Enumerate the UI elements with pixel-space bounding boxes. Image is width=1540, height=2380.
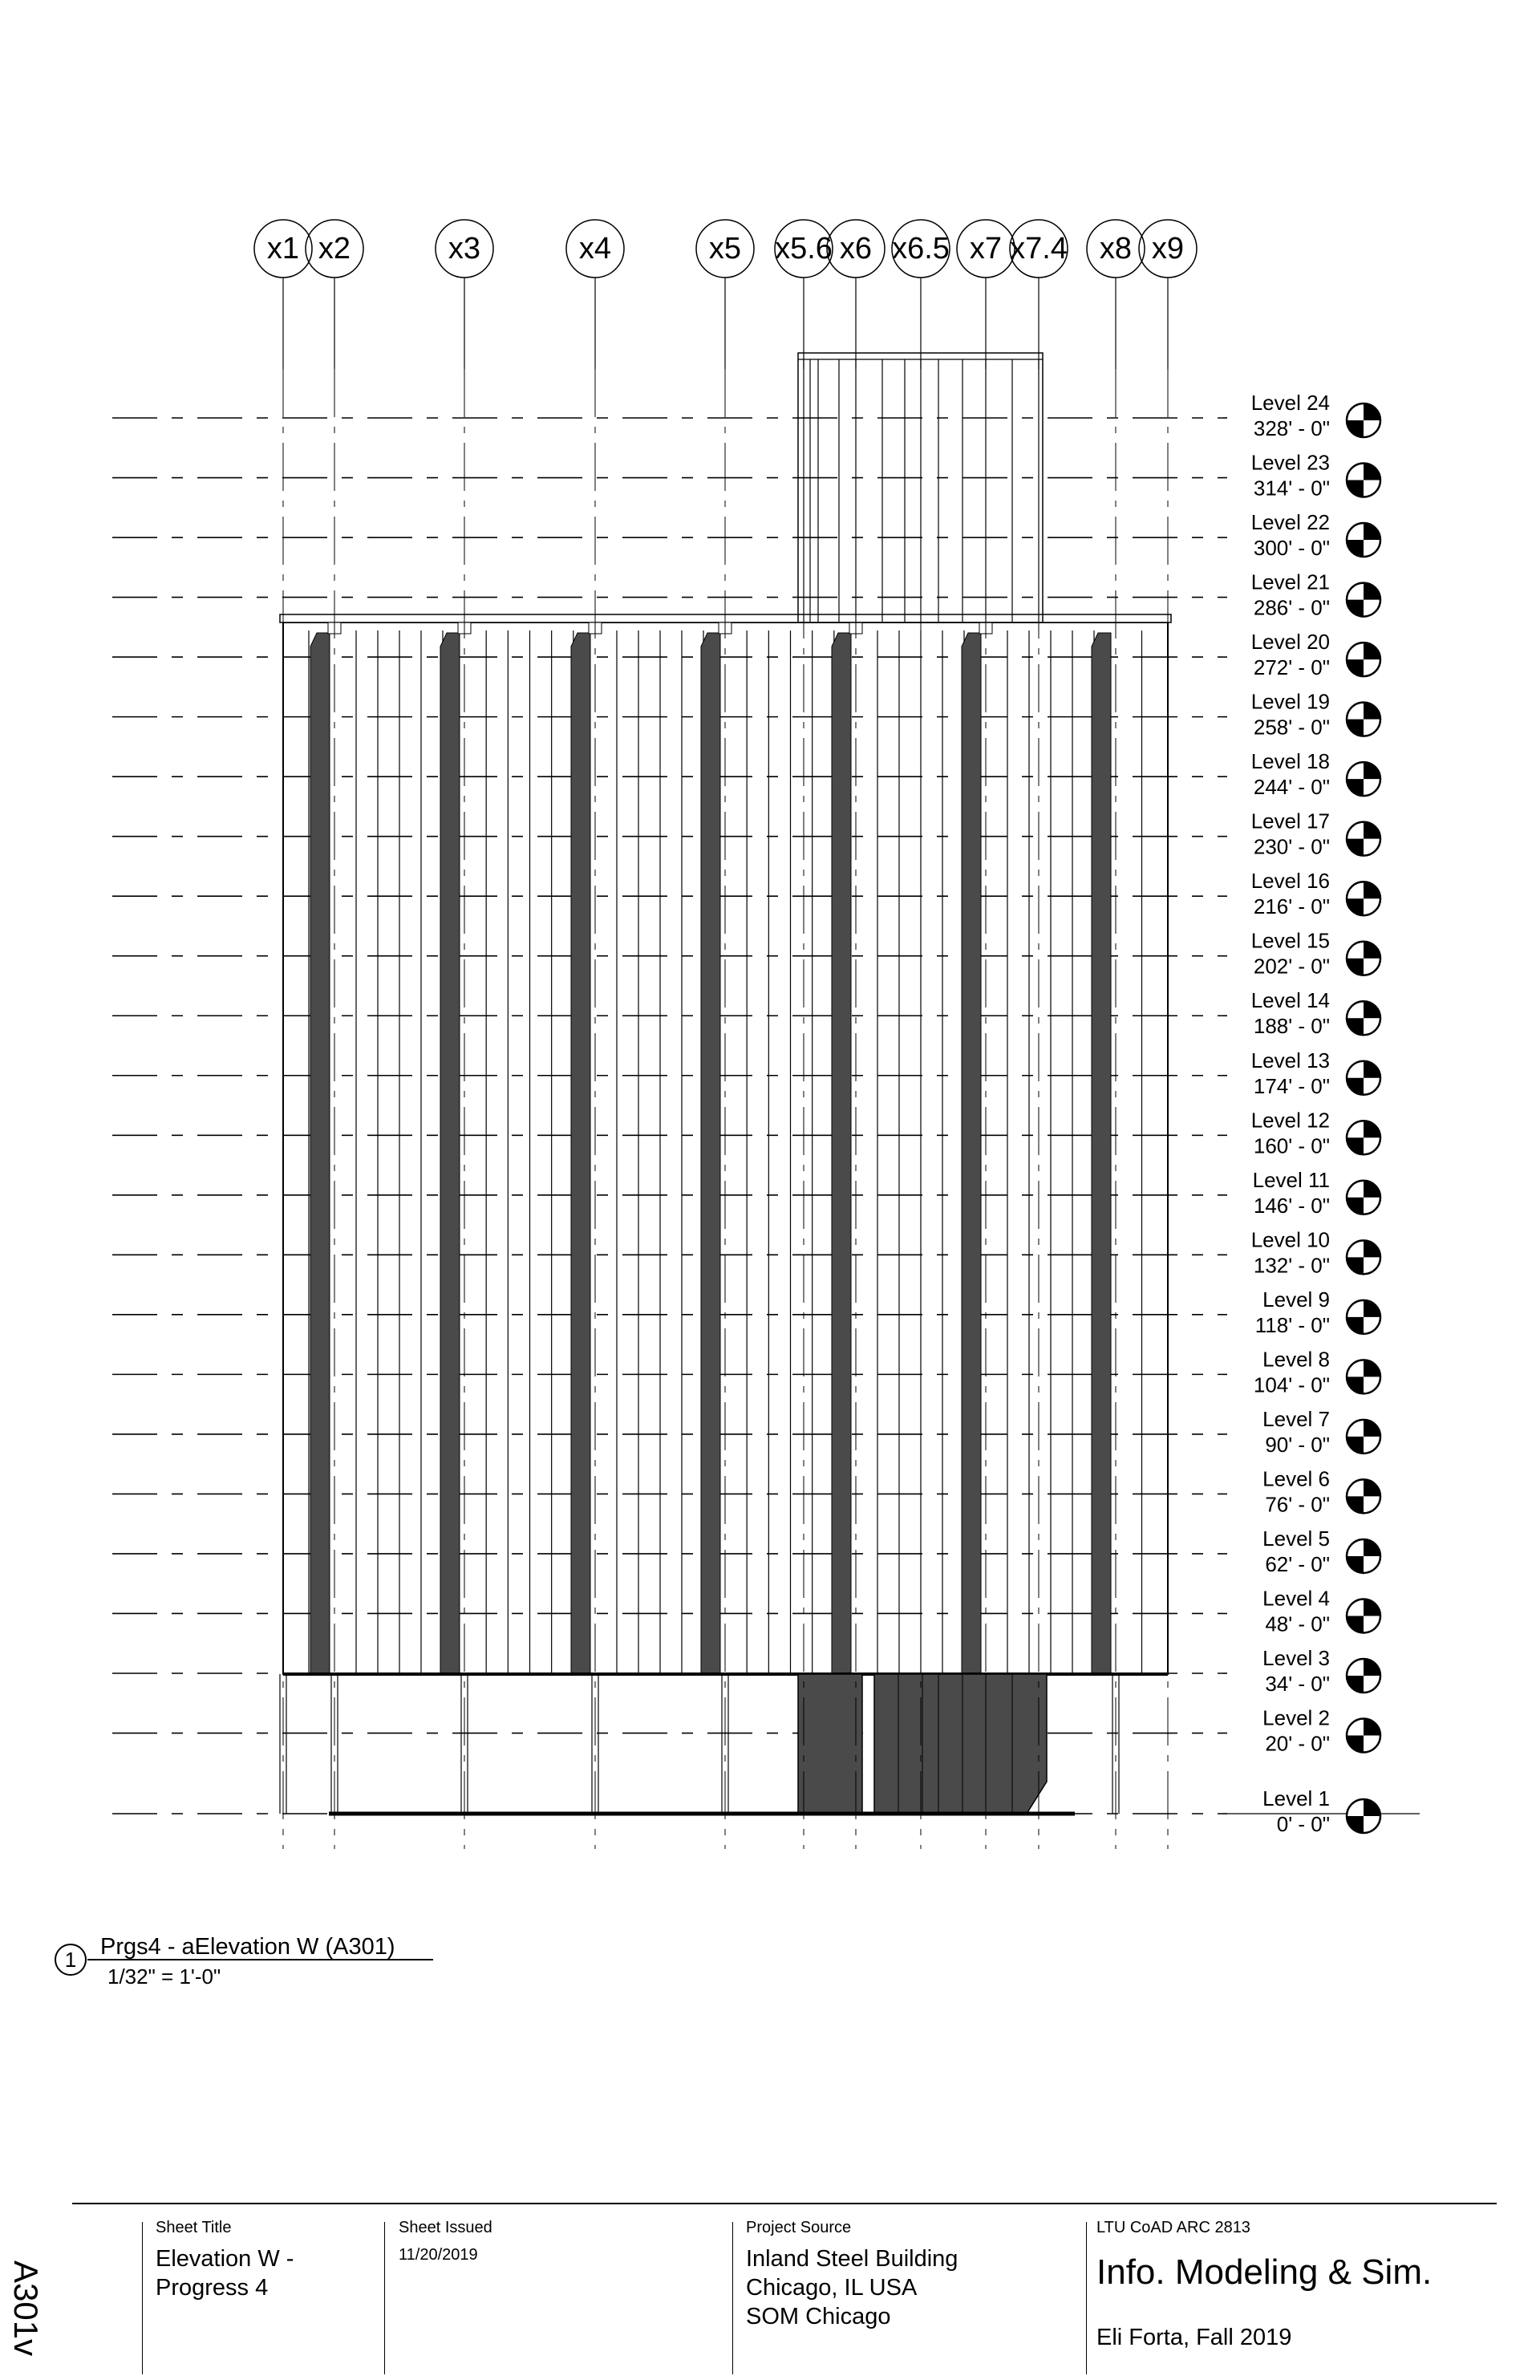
level-marker-icon (1347, 1799, 1380, 1833)
level-marker-quadrant (1347, 1078, 1364, 1095)
level-elevation: 48' - 0" (1265, 1612, 1330, 1636)
level-elevation: 160' - 0" (1253, 1133, 1330, 1158)
title-block-divider (732, 2222, 733, 2374)
level-elevation: 146' - 0" (1253, 1193, 1330, 1218)
level-marker-quadrant (1364, 464, 1380, 480)
level-marker-icon (1347, 523, 1380, 557)
level-elevation: 202' - 0" (1253, 954, 1330, 979)
grid-label: x7.4 (1010, 232, 1068, 266)
level-elevation: 118' - 0" (1254, 1312, 1330, 1337)
level-marker-quadrant (1364, 703, 1380, 720)
level-marker-quadrant (1364, 1300, 1380, 1317)
level-marker-quadrant (1364, 1121, 1380, 1137)
level-marker-quadrant (1347, 600, 1364, 617)
level-marker-quadrant (1364, 643, 1380, 659)
level-name: Level 4 (1262, 1586, 1330, 1611)
level-elevation: 300' - 0" (1253, 536, 1330, 561)
level-name: Level 11 (1252, 1167, 1330, 1192)
grid-label: x6.5 (892, 232, 950, 266)
level-elevation: 0' - 0" (1276, 1812, 1330, 1836)
exterior-column (962, 633, 981, 1674)
level-elevation: 62' - 0" (1265, 1551, 1330, 1576)
level-marker-quadrant (1364, 822, 1380, 839)
level-elevation: 174' - 0" (1253, 1073, 1330, 1098)
view-title (55, 1934, 433, 1989)
level-name: Level 2 (1262, 1705, 1330, 1730)
level-marker-icon (1347, 1001, 1380, 1035)
level-elevation: 20' - 0" (1265, 1731, 1330, 1756)
level-marker-quadrant (1364, 882, 1380, 898)
level-name: Level 5 (1262, 1526, 1330, 1551)
sheet-issued-label: Sheet Issued (399, 2219, 492, 2236)
level-marker-quadrant (1364, 1181, 1380, 1198)
sheet-title-label: Sheet Title (156, 2219, 232, 2236)
level-elevation: 314' - 0" (1253, 476, 1330, 501)
sheet-title: Elevation W - Progress 4 (156, 2246, 294, 2301)
level-marker-icon (1347, 464, 1380, 497)
level-marker-icon (1347, 882, 1380, 915)
level-name: Level 16 (1250, 869, 1330, 894)
sheet-number: A301v (7, 2260, 45, 2357)
level-marker-icon (1347, 1420, 1380, 1454)
view-scale: 1/32" = 1'-0" (107, 1964, 221, 1989)
level-marker-icon (1347, 1061, 1380, 1095)
level-name: Level 13 (1250, 1048, 1330, 1072)
grid-label: x2 (318, 232, 351, 266)
course-title: Info. Modeling & Sim. (1096, 2252, 1433, 2292)
level-marker-quadrant (1347, 1616, 1364, 1632)
grid-label: x7 (969, 232, 1003, 266)
level-elevation: 188' - 0" (1253, 1014, 1330, 1039)
level-marker-quadrant (1364, 1799, 1380, 1816)
level-marker-quadrant (1347, 1437, 1364, 1454)
level-marker-quadrant (1347, 1377, 1364, 1393)
level-elevation: 272' - 0" (1253, 655, 1330, 680)
level-marker-quadrant (1364, 1360, 1380, 1377)
level-marker-quadrant (1364, 762, 1380, 779)
level-name: Level 8 (1262, 1347, 1330, 1372)
level-marker-icon (1347, 1300, 1380, 1334)
level-marker-quadrant (1347, 540, 1364, 557)
level-marker-icon (1347, 762, 1380, 796)
level-name: Level 14 (1250, 988, 1330, 1013)
grid-lines (254, 220, 1197, 1849)
author: Eli Forta, Fall 2019 (1096, 2325, 1292, 2350)
title-block-divider (384, 2222, 385, 2374)
level-marker-quadrant (1364, 403, 1380, 420)
level-marker-icon (1347, 643, 1380, 676)
grid-label: x3 (448, 232, 481, 266)
level-name: Level 9 (1262, 1287, 1330, 1312)
level-marker-quadrant (1347, 1198, 1364, 1214)
level-marker-quadrant (1364, 583, 1380, 600)
level-elevation: 90' - 0" (1265, 1432, 1330, 1457)
level-marker-icon (1347, 1659, 1380, 1693)
view-number: 1 (64, 1948, 77, 1972)
level-name: Level 1 (1262, 1786, 1330, 1810)
grid-label: x6 (839, 232, 873, 266)
exterior-column (1092, 633, 1111, 1674)
level-marker-quadrant (1347, 959, 1364, 975)
ground-core (874, 1674, 1047, 1814)
level-marker-icon (1347, 403, 1380, 437)
exterior-column (701, 633, 720, 1674)
level-marker-icon (1347, 1599, 1380, 1632)
level-marker-quadrant (1347, 1556, 1364, 1573)
level-elevation: 216' - 0" (1253, 894, 1330, 919)
level-elevation: 258' - 0" (1253, 715, 1330, 740)
level-marker-quadrant (1347, 1676, 1364, 1693)
level-name: Level 19 (1250, 689, 1330, 714)
title-block (0, 2203, 1540, 2380)
title-block-divider (142, 2222, 143, 2374)
level-marker-quadrant (1364, 1659, 1380, 1676)
level-marker-quadrant (1364, 1719, 1380, 1736)
level-name: Level 20 (1250, 630, 1330, 655)
level-marker-quadrant (1347, 720, 1364, 736)
level-marker-quadrant (1347, 1317, 1364, 1334)
level-elevation: 34' - 0" (1265, 1672, 1330, 1696)
level-marker-icon (1347, 703, 1380, 736)
title-block-divider (1086, 2222, 1087, 2374)
level-marker-quadrant (1347, 659, 1364, 676)
level-elevation: 244' - 0" (1253, 775, 1330, 800)
course-label: LTU CoAD ARC 2813 (1096, 2219, 1250, 2236)
level-marker-icon (1347, 583, 1380, 617)
level-name: Level 23 (1250, 450, 1330, 475)
level-marker-icon (1347, 1240, 1380, 1274)
level-marker-icon (1347, 1121, 1380, 1154)
project-source: Inland Steel Building Chicago, IL USA SOM Chicago (746, 2246, 958, 2329)
level-name: Level 22 (1250, 510, 1330, 535)
level-marker-quadrant (1364, 1001, 1380, 1018)
level-name: Level 12 (1250, 1108, 1330, 1133)
level-marker-quadrant (1347, 1018, 1364, 1035)
level-marker-icon (1347, 1719, 1380, 1753)
ground-core (798, 1674, 862, 1814)
level-marker-icon (1347, 822, 1380, 856)
level-elevation: 104' - 0" (1253, 1372, 1330, 1397)
level-marker-quadrant (1364, 523, 1380, 540)
level-marker-quadrant (1364, 1539, 1380, 1556)
level-name: Level 3 (1262, 1646, 1330, 1670)
level-name: Level 24 (1250, 391, 1330, 415)
level-marker-quadrant (1364, 1599, 1380, 1616)
level-marker-quadrant (1364, 1061, 1380, 1078)
level-marker-icon (1347, 942, 1380, 975)
level-name: Level 17 (1250, 809, 1330, 833)
level-name: Level 18 (1250, 749, 1330, 774)
exterior-column (310, 633, 330, 1674)
level-marker-quadrant (1364, 1479, 1380, 1496)
level-name: Level 21 (1250, 570, 1330, 594)
level-marker-quadrant (1347, 420, 1364, 437)
level-marker-icon (1347, 1181, 1380, 1214)
grid-label: x4 (578, 232, 612, 266)
level-marker-quadrant (1347, 1736, 1364, 1753)
level-elevation: 230' - 0" (1253, 834, 1330, 859)
exterior-column (440, 633, 460, 1674)
grid-label: x1 (266, 232, 300, 266)
level-marker-icon (1347, 1479, 1380, 1513)
level-marker-quadrant (1364, 1420, 1380, 1437)
title-block-rule (72, 2203, 1497, 2204)
level-marker-quadrant (1347, 1137, 1364, 1154)
level-marker-icon (1347, 1539, 1380, 1573)
level-marker-quadrant (1347, 898, 1364, 915)
level-marker-quadrant (1347, 480, 1364, 497)
project-source-label: Project Source (746, 2219, 852, 2236)
grid-label: x8 (1099, 232, 1133, 266)
exterior-column (571, 633, 590, 1674)
level-name: Level 10 (1250, 1227, 1330, 1252)
grid-label: x5.6 (775, 232, 833, 266)
level-marker-quadrant (1364, 942, 1380, 959)
level-name: Level 6 (1262, 1466, 1330, 1491)
level-marker-quadrant (1347, 1257, 1364, 1274)
level-elevation: 132' - 0" (1253, 1253, 1330, 1278)
level-elevation: 328' - 0" (1253, 416, 1330, 440)
sheet-issued-date: 11/20/2019 (399, 2246, 478, 2264)
grid-label: x5 (708, 232, 742, 266)
level-marker-quadrant (1347, 839, 1364, 856)
level-marker-icon (1347, 1360, 1380, 1393)
level-name: Level 15 (1250, 928, 1330, 953)
level-marker-quadrant (1347, 1816, 1364, 1833)
level-marker-quadrant (1364, 1240, 1380, 1257)
view-title-text: Prgs4 - aElevation W (A301) (100, 1934, 395, 1960)
level-elevation: 76' - 0" (1265, 1492, 1330, 1517)
level-name: Level 7 (1262, 1406, 1330, 1431)
level-elevation: 286' - 0" (1253, 595, 1330, 620)
level-marker-quadrant (1347, 779, 1364, 796)
exterior-column (832, 633, 851, 1674)
grid-label: x9 (1151, 232, 1185, 266)
level-marker-quadrant (1347, 1496, 1364, 1513)
